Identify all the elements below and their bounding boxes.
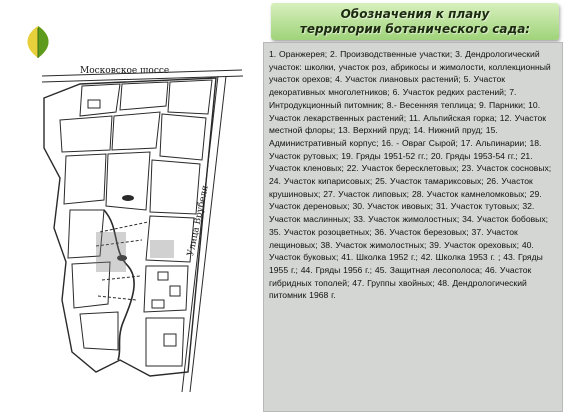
plot: [146, 318, 184, 366]
plot: [160, 114, 206, 160]
legend-title-line-1: Обозначения к плану: [340, 6, 490, 21]
garden-boundary: [44, 78, 216, 376]
legend-panel: [263, 42, 563, 412]
legend-title-banner: [271, 3, 559, 40]
plot: [144, 266, 188, 312]
highway-label: Московское шоссе: [80, 66, 170, 76]
building: [152, 300, 164, 308]
plot: [64, 154, 106, 204]
legend-text: 1. Оранжерея; 2. Производственные участки; 3. Дендрологический участок: школки, участок роз, абрикосы и жимолости, коллекционный участок орехов; 4. Участок лиановых растений; 5. Участок декоративных многолетников; 6. Участок редких растений; 7. Интродукционный питомник; 8.- Весенняя теплица; 9. Парники; 10. Участок лекарственных растений; 11. Альпийская горка; 12. Участок местной флоры; 13. Верхний пруд; 14. Нижний пруд; 15. Административный корпус; 16. - Овраг Сырой; 17. Альпинарии; 18. Участок рутовых; 19. Гряды 1951-52 гг.; 20. Гряды 1953-54 гг.; 21. Участок кленовых; 22. Участок бересклетовых; 23. Участок сосновых; 24. Участок кипарисовых; 25. Участок тамариксовых; 26. Участок крушиновых; 27. Участок липовых; 28. Участок камнеломковых; 29. Участок дереновых; 30. Участок ивовых; 31. Участок тутовых; 32. Участок маслинных; 33. Участок жимолостных; 34. Участок бобовых; 35. Участок розоцветных; 36. Участок березовых; 37. Участок лещиновых; 38. Участок жимолостных; 39. Участок ореховых; 40. Участок буковых; 41. Школка 1952 г.; 42. Школка 1953 г. ; 43. Гряды 1955 г.; 44. Гряды 1956 г.; 45. Защитная лесополоса; 46. Участок гибридных тополей; 47. Группы хвойных; 48. Дендрологический питомник 1968 г.: [269, 49, 552, 301]
hatched-area: [150, 240, 174, 258]
site-plan-drawing: [0, 0, 262, 417]
legend-title-line-2: территории ботанического сада:: [299, 21, 531, 36]
pond: [122, 195, 134, 201]
building: [158, 272, 168, 280]
site-plan-map: [0, 0, 262, 417]
building: [170, 286, 180, 296]
building: [88, 100, 100, 108]
plot: [106, 152, 150, 210]
hatched-area: [96, 232, 126, 272]
plot: [80, 312, 118, 350]
building: [164, 334, 176, 346]
plot: [120, 82, 168, 110]
plot: [112, 112, 160, 150]
leaf-icon: [20, 24, 56, 60]
plot: [150, 160, 200, 214]
plot: [168, 80, 212, 114]
street-label: Улица Врубеля: [186, 184, 211, 258]
plot: [60, 116, 112, 152]
